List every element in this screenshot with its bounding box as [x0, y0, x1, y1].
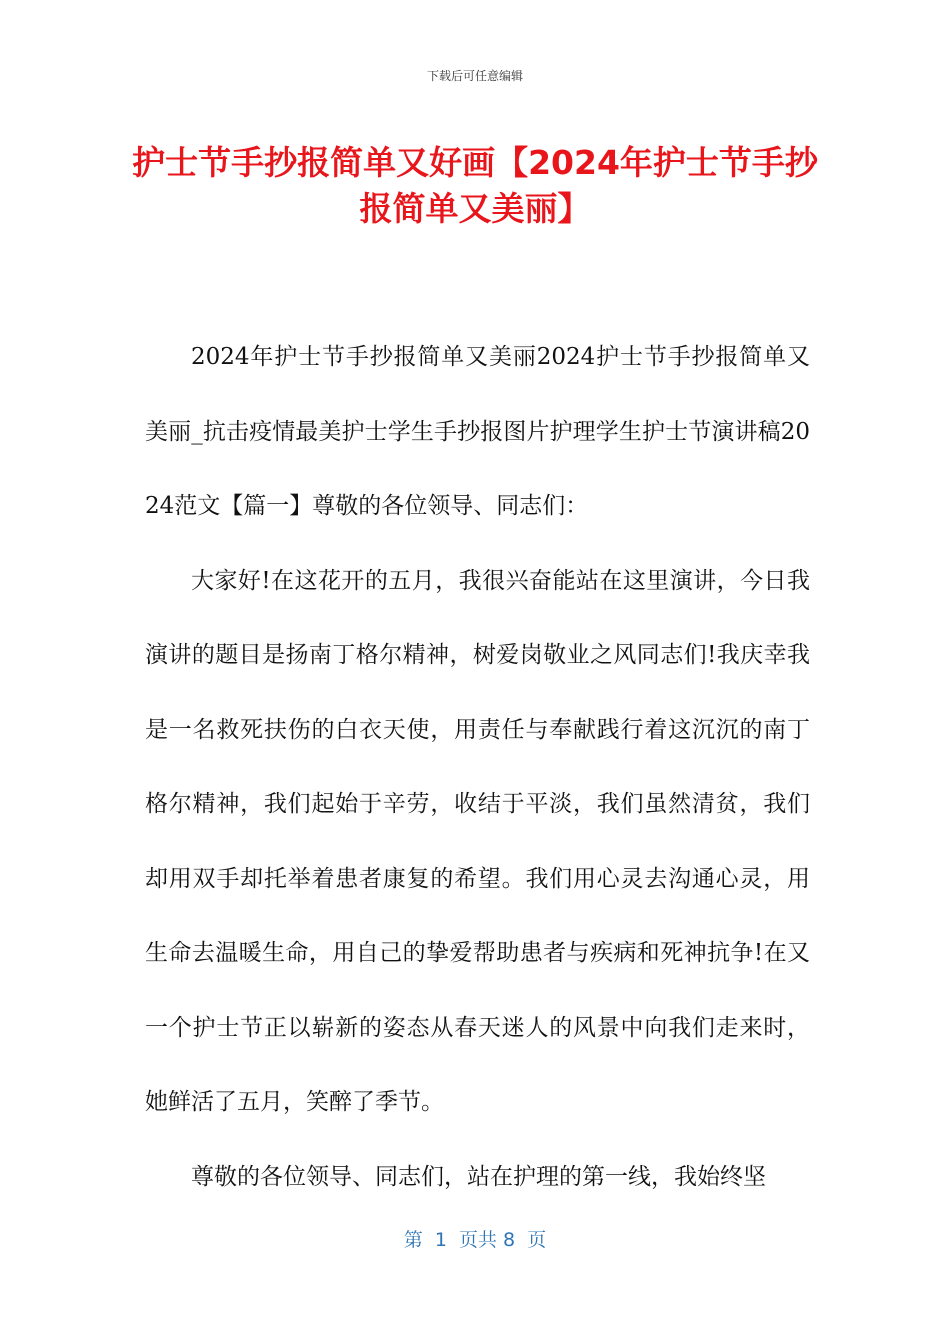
document-title: 护士节手抄报简单又好画【2024年护士节手抄报简单又美丽】 — [132, 143, 818, 228]
header-note: 下载后可任意编辑 — [426, 69, 523, 83]
page-number-footer: 第 1 页共 8 页 — [403, 1229, 547, 1251]
paragraph: 2024年护士节手抄报简单又美丽2024护士节手抄报简单又美丽_抗击疫情最美护士学生手抄报图片护理学生护士节演讲稿2024范文【篇一】尊敬的各位领导、同志们： — [145, 344, 810, 519]
document-body — [145, 320, 810, 1214]
paragraph: 大家好!在这花开的五月，我很兴奋能站在这里演讲，今日我演讲的题目是扬南丁格尔精神，树爱岗敬业之风同志们!我庆幸我是一名救死扶伤的白衣天使，用责任与奉献践行着这沉沉的南丁格尔精神，我们起始于辛劳，收结于平淡，我们虽然清贫，我们却用双手却托举着患者康复的希望。我们用心灵去沟通心灵，用生命去温暖生命，用自己的挚爱帮助患者与疾病和死神抗争!在又一个护士节正以崭新的姿态从春天迷人的风景中向我们走来时，她鲜活了五月，笑醉了季节。 — [145, 567, 810, 1115]
paragraph: 尊敬的各位领导、同志们，站在护理的第一线，我始终坚 — [191, 1163, 766, 1190]
